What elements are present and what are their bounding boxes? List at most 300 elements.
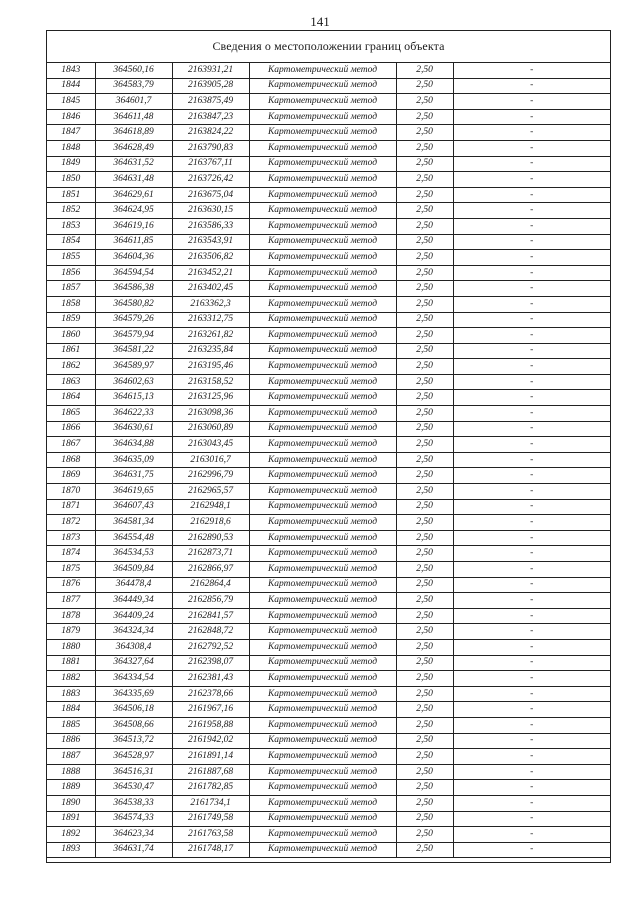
coord-y-cell: 2163312,75 xyxy=(172,312,249,328)
coord-y-cell: 2162864,4 xyxy=(172,577,249,593)
accuracy-cell: 2,50 xyxy=(396,686,453,702)
point-number-cell: 1859 xyxy=(47,312,95,328)
coord-x-cell: 364630,61 xyxy=(95,421,172,437)
coord-x-cell: 364631,75 xyxy=(95,468,172,484)
accuracy-cell: 2,50 xyxy=(396,281,453,297)
method-cell: Картометрический метод xyxy=(249,484,396,500)
point-number-cell: 1883 xyxy=(47,686,95,702)
coord-x-cell: 364506,18 xyxy=(95,702,172,718)
accuracy-cell: 2,50 xyxy=(396,250,453,266)
note-cell: - xyxy=(453,749,610,765)
point-number-cell: 1845 xyxy=(47,94,95,110)
coord-x-cell: 364513,72 xyxy=(95,733,172,749)
point-number-cell: 1878 xyxy=(47,608,95,624)
note-cell: - xyxy=(453,250,610,266)
note-cell: - xyxy=(453,328,610,344)
accuracy-cell: 2,50 xyxy=(396,577,453,593)
note-cell: - xyxy=(453,468,610,484)
method-cell: Картометрический метод xyxy=(249,780,396,796)
method-cell: Картометрический метод xyxy=(249,218,396,234)
method-cell: Картометрический метод xyxy=(249,187,396,203)
coord-x-cell: 364623,34 xyxy=(95,827,172,843)
point-number-cell: 1867 xyxy=(47,437,95,453)
accuracy-cell: 2,50 xyxy=(396,733,453,749)
note-cell: - xyxy=(453,593,610,609)
coord-y-cell: 2163847,23 xyxy=(172,109,249,125)
point-number-cell: 1881 xyxy=(47,655,95,671)
method-cell: Картометрический метод xyxy=(249,421,396,437)
coord-y-cell: 2162841,57 xyxy=(172,608,249,624)
coord-y-cell: 2163235,84 xyxy=(172,343,249,359)
point-number-cell: 1847 xyxy=(47,125,95,141)
boundary-table-sheet xyxy=(46,30,611,863)
coord-x-cell: 364631,74 xyxy=(95,842,172,858)
coord-y-cell: 2163767,11 xyxy=(172,156,249,172)
coord-y-cell: 2162866,97 xyxy=(172,562,249,578)
coord-y-cell: 2162918,6 xyxy=(172,515,249,531)
point-number-cell: 1877 xyxy=(47,593,95,609)
coord-y-cell: 2162948,1 xyxy=(172,499,249,515)
method-cell: Картометрический метод xyxy=(249,390,396,406)
accuracy-cell: 2,50 xyxy=(396,593,453,609)
coord-x-cell: 364631,52 xyxy=(95,156,172,172)
table-row xyxy=(47,749,610,765)
accuracy-cell: 2,50 xyxy=(396,764,453,780)
point-number-cell: 1874 xyxy=(47,546,95,562)
coord-x-cell: 364583,79 xyxy=(95,78,172,94)
accuracy-cell: 2,50 xyxy=(396,265,453,281)
note-cell: - xyxy=(453,842,610,858)
coord-x-cell: 364628,49 xyxy=(95,140,172,156)
accuracy-cell: 2,50 xyxy=(396,437,453,453)
note-cell: - xyxy=(453,374,610,390)
method-cell: Картометрический метод xyxy=(249,281,396,297)
table-row xyxy=(47,546,610,562)
table-row xyxy=(47,577,610,593)
accuracy-cell: 2,50 xyxy=(396,780,453,796)
table-row xyxy=(47,717,610,733)
coord-y-cell: 2163060,89 xyxy=(172,421,249,437)
coord-x-cell: 364409,24 xyxy=(95,608,172,624)
coordinates-table-body xyxy=(47,63,610,858)
method-cell: Картометрический метод xyxy=(249,733,396,749)
accuracy-cell: 2,50 xyxy=(396,827,453,843)
coord-x-cell: 364478,4 xyxy=(95,577,172,593)
coord-x-cell: 364534,53 xyxy=(95,546,172,562)
note-cell: - xyxy=(453,795,610,811)
coord-y-cell: 2161891,14 xyxy=(172,749,249,765)
note-cell: - xyxy=(453,218,610,234)
coord-y-cell: 2163790,83 xyxy=(172,140,249,156)
point-number-cell: 1848 xyxy=(47,140,95,156)
note-cell: - xyxy=(453,234,610,250)
coordinates-table xyxy=(47,63,610,858)
point-number-cell: 1860 xyxy=(47,328,95,344)
coord-y-cell: 2162398,07 xyxy=(172,655,249,671)
accuracy-cell: 2,50 xyxy=(396,78,453,94)
note-cell: - xyxy=(453,406,610,422)
coord-y-cell: 2161887,68 xyxy=(172,764,249,780)
coord-y-cell: 2163543,91 xyxy=(172,234,249,250)
coord-x-cell: 364618,89 xyxy=(95,125,172,141)
coord-y-cell: 2162965,57 xyxy=(172,484,249,500)
table-row xyxy=(47,702,610,718)
coord-x-cell: 364508,66 xyxy=(95,717,172,733)
table-row xyxy=(47,655,610,671)
coord-x-cell: 364629,61 xyxy=(95,187,172,203)
point-number-cell: 1853 xyxy=(47,218,95,234)
method-cell: Картометрический метод xyxy=(249,499,396,515)
coord-x-cell: 364560,16 xyxy=(95,63,172,78)
table-row xyxy=(47,686,610,702)
coord-x-cell: 364580,82 xyxy=(95,296,172,312)
accuracy-cell: 2,50 xyxy=(396,343,453,359)
coord-y-cell: 2163261,82 xyxy=(172,328,249,344)
coord-x-cell: 364619,16 xyxy=(95,218,172,234)
coord-y-cell: 2161734,1 xyxy=(172,795,249,811)
section-title: Сведения о местоположении границ объекта xyxy=(47,31,610,63)
point-number-cell: 1855 xyxy=(47,250,95,266)
table-row xyxy=(47,811,610,827)
method-cell: Картометрический метод xyxy=(249,312,396,328)
table-row xyxy=(47,78,610,94)
point-number-cell: 1893 xyxy=(47,842,95,858)
method-cell: Картометрический метод xyxy=(249,234,396,250)
point-number-cell: 1888 xyxy=(47,764,95,780)
table-row xyxy=(47,421,610,437)
coord-x-cell: 364574,33 xyxy=(95,811,172,827)
note-cell: - xyxy=(453,764,610,780)
method-cell: Картометрический метод xyxy=(249,296,396,312)
method-cell: Картометрический метод xyxy=(249,686,396,702)
method-cell: Картометрический метод xyxy=(249,203,396,219)
method-cell: Картометрический метод xyxy=(249,530,396,546)
note-cell: - xyxy=(453,624,610,640)
coord-y-cell: 2161967,16 xyxy=(172,702,249,718)
method-cell: Картометрический метод xyxy=(249,842,396,858)
accuracy-cell: 2,50 xyxy=(396,125,453,141)
note-cell: - xyxy=(453,702,610,718)
note-cell: - xyxy=(453,546,610,562)
coord-y-cell: 2163452,21 xyxy=(172,265,249,281)
accuracy-cell: 2,50 xyxy=(396,842,453,858)
coord-y-cell: 2162792,52 xyxy=(172,639,249,655)
coord-x-cell: 364635,09 xyxy=(95,452,172,468)
note-cell: - xyxy=(453,484,610,500)
method-cell: Картометрический метод xyxy=(249,562,396,578)
table-row xyxy=(47,265,610,281)
note-cell: - xyxy=(453,499,610,515)
coord-x-cell: 364579,94 xyxy=(95,328,172,344)
table-row xyxy=(47,452,610,468)
point-number-cell: 1871 xyxy=(47,499,95,515)
accuracy-cell: 2,50 xyxy=(396,499,453,515)
accuracy-cell: 2,50 xyxy=(396,218,453,234)
table-row xyxy=(47,593,610,609)
note-cell: - xyxy=(453,296,610,312)
table-row xyxy=(47,250,610,266)
coord-x-cell: 364449,34 xyxy=(95,593,172,609)
coord-x-cell: 364335,69 xyxy=(95,686,172,702)
method-cell: Картометрический метод xyxy=(249,764,396,780)
note-cell: - xyxy=(453,421,610,437)
accuracy-cell: 2,50 xyxy=(396,187,453,203)
note-cell: - xyxy=(453,125,610,141)
point-number-cell: 1843 xyxy=(47,63,95,78)
point-number-cell: 1856 xyxy=(47,265,95,281)
point-number-cell: 1887 xyxy=(47,749,95,765)
table-row xyxy=(47,764,610,780)
table-row xyxy=(47,234,610,250)
table-row xyxy=(47,608,610,624)
accuracy-cell: 2,50 xyxy=(396,359,453,375)
accuracy-cell: 2,50 xyxy=(396,296,453,312)
coord-y-cell: 2161942,02 xyxy=(172,733,249,749)
accuracy-cell: 2,50 xyxy=(396,156,453,172)
note-cell: - xyxy=(453,265,610,281)
coord-y-cell: 2163824,22 xyxy=(172,125,249,141)
coord-y-cell: 2161748,17 xyxy=(172,842,249,858)
method-cell: Картометрический метод xyxy=(249,140,396,156)
table-row xyxy=(47,374,610,390)
point-number-cell: 1864 xyxy=(47,390,95,406)
point-number-cell: 1850 xyxy=(47,172,95,188)
table-row xyxy=(47,639,610,655)
coord-x-cell: 364602,63 xyxy=(95,374,172,390)
coord-x-cell: 364604,36 xyxy=(95,250,172,266)
note-cell: - xyxy=(453,156,610,172)
table-row xyxy=(47,281,610,297)
coord-y-cell: 2163905,28 xyxy=(172,78,249,94)
coord-y-cell: 2161958,88 xyxy=(172,717,249,733)
point-number-cell: 1849 xyxy=(47,156,95,172)
note-cell: - xyxy=(453,437,610,453)
table-row xyxy=(47,156,610,172)
point-number-cell: 1863 xyxy=(47,374,95,390)
accuracy-cell: 2,50 xyxy=(396,140,453,156)
method-cell: Картометрический метод xyxy=(249,795,396,811)
table-row xyxy=(47,733,610,749)
note-cell: - xyxy=(453,827,610,843)
accuracy-cell: 2,50 xyxy=(396,421,453,437)
point-number-cell: 1846 xyxy=(47,109,95,125)
method-cell: Картометрический метод xyxy=(249,702,396,718)
method-cell: Картометрический метод xyxy=(249,406,396,422)
accuracy-cell: 2,50 xyxy=(396,406,453,422)
accuracy-cell: 2,50 xyxy=(396,452,453,468)
method-cell: Картометрический метод xyxy=(249,827,396,843)
point-number-cell: 1885 xyxy=(47,717,95,733)
method-cell: Картометрический метод xyxy=(249,593,396,609)
accuracy-cell: 2,50 xyxy=(396,484,453,500)
coord-x-cell: 364334,54 xyxy=(95,671,172,687)
accuracy-cell: 2,50 xyxy=(396,702,453,718)
coord-x-cell: 364594,54 xyxy=(95,265,172,281)
table-row xyxy=(47,499,610,515)
table-row xyxy=(47,780,610,796)
table-row xyxy=(47,484,610,500)
coord-y-cell: 2163931,21 xyxy=(172,63,249,78)
coord-x-cell: 364619,65 xyxy=(95,484,172,500)
accuracy-cell: 2,50 xyxy=(396,94,453,110)
note-cell: - xyxy=(453,78,610,94)
coord-x-cell: 364324,34 xyxy=(95,624,172,640)
coord-x-cell: 364530,47 xyxy=(95,780,172,796)
method-cell: Картометрический метод xyxy=(249,94,396,110)
method-cell: Картометрический метод xyxy=(249,109,396,125)
method-cell: Картометрический метод xyxy=(249,343,396,359)
method-cell: Картометрический метод xyxy=(249,78,396,94)
accuracy-cell: 2,50 xyxy=(396,328,453,344)
point-number-cell: 1876 xyxy=(47,577,95,593)
coord-x-cell: 364611,48 xyxy=(95,109,172,125)
note-cell: - xyxy=(453,562,610,578)
table-row xyxy=(47,296,610,312)
note-cell: - xyxy=(453,94,610,110)
coord-y-cell: 2162378,66 xyxy=(172,686,249,702)
coord-x-cell: 364589,97 xyxy=(95,359,172,375)
coord-y-cell: 2161749,58 xyxy=(172,811,249,827)
point-number-cell: 1866 xyxy=(47,421,95,437)
coord-x-cell: 364615,13 xyxy=(95,390,172,406)
method-cell: Картометрический метод xyxy=(249,624,396,640)
coord-y-cell: 2162848,72 xyxy=(172,624,249,640)
coord-x-cell: 364611,85 xyxy=(95,234,172,250)
accuracy-cell: 2,50 xyxy=(396,639,453,655)
coord-y-cell: 2163016,7 xyxy=(172,452,249,468)
table-row xyxy=(47,827,610,843)
coord-x-cell: 364607,43 xyxy=(95,499,172,515)
point-number-cell: 1870 xyxy=(47,484,95,500)
point-number-cell: 1880 xyxy=(47,639,95,655)
note-cell: - xyxy=(453,811,610,827)
point-number-cell: 1891 xyxy=(47,811,95,827)
note-cell: - xyxy=(453,686,610,702)
coord-y-cell: 2162381,43 xyxy=(172,671,249,687)
point-number-cell: 1854 xyxy=(47,234,95,250)
table-row xyxy=(47,515,610,531)
table-row xyxy=(47,624,610,640)
table-row xyxy=(47,125,610,141)
coord-x-cell: 364327,64 xyxy=(95,655,172,671)
point-number-cell: 1851 xyxy=(47,187,95,203)
accuracy-cell: 2,50 xyxy=(396,390,453,406)
note-cell: - xyxy=(453,639,610,655)
table-row xyxy=(47,390,610,406)
coord-y-cell: 2162873,71 xyxy=(172,546,249,562)
point-number-cell: 1857 xyxy=(47,281,95,297)
method-cell: Картометрический метод xyxy=(249,749,396,765)
point-number-cell: 1861 xyxy=(47,343,95,359)
accuracy-cell: 2,50 xyxy=(396,234,453,250)
point-number-cell: 1873 xyxy=(47,530,95,546)
accuracy-cell: 2,50 xyxy=(396,671,453,687)
method-cell: Картометрический метод xyxy=(249,359,396,375)
point-number-cell: 1879 xyxy=(47,624,95,640)
accuracy-cell: 2,50 xyxy=(396,749,453,765)
point-number-cell: 1882 xyxy=(47,671,95,687)
coord-y-cell: 2163158,52 xyxy=(172,374,249,390)
coord-y-cell: 2161763,58 xyxy=(172,827,249,843)
table-row xyxy=(47,218,610,234)
table-row xyxy=(47,842,610,858)
method-cell: Картометрический метод xyxy=(249,437,396,453)
method-cell: Картометрический метод xyxy=(249,63,396,78)
note-cell: - xyxy=(453,577,610,593)
accuracy-cell: 2,50 xyxy=(396,608,453,624)
note-cell: - xyxy=(453,281,610,297)
note-cell: - xyxy=(453,343,610,359)
page-number: 141 xyxy=(310,14,330,29)
coord-y-cell: 2163098,36 xyxy=(172,406,249,422)
method-cell: Картометрический метод xyxy=(249,671,396,687)
note-cell: - xyxy=(453,312,610,328)
method-cell: Картометрический метод xyxy=(249,172,396,188)
table-row xyxy=(47,63,610,78)
coord-y-cell: 2163362,3 xyxy=(172,296,249,312)
point-number-cell: 1890 xyxy=(47,795,95,811)
point-number-cell: 1886 xyxy=(47,733,95,749)
table-row xyxy=(47,795,610,811)
point-number-cell: 1892 xyxy=(47,827,95,843)
coord-y-cell: 2163726,42 xyxy=(172,172,249,188)
coord-y-cell: 2163125,96 xyxy=(172,390,249,406)
table-row xyxy=(47,109,610,125)
table-row xyxy=(47,671,610,687)
point-number-cell: 1862 xyxy=(47,359,95,375)
note-cell: - xyxy=(453,172,610,188)
method-cell: Картометрический метод xyxy=(249,717,396,733)
table-row xyxy=(47,140,610,156)
note-cell: - xyxy=(453,390,610,406)
method-cell: Картометрический метод xyxy=(249,374,396,390)
point-number-cell: 1884 xyxy=(47,702,95,718)
method-cell: Картометрический метод xyxy=(249,639,396,655)
method-cell: Картометрический метод xyxy=(249,811,396,827)
accuracy-cell: 2,50 xyxy=(396,624,453,640)
accuracy-cell: 2,50 xyxy=(396,374,453,390)
note-cell: - xyxy=(453,452,610,468)
point-number-cell: 1865 xyxy=(47,406,95,422)
note-cell: - xyxy=(453,187,610,203)
method-cell: Картометрический метод xyxy=(249,468,396,484)
accuracy-cell: 2,50 xyxy=(396,312,453,328)
accuracy-cell: 2,50 xyxy=(396,515,453,531)
coord-x-cell: 364516,31 xyxy=(95,764,172,780)
accuracy-cell: 2,50 xyxy=(396,562,453,578)
note-cell: - xyxy=(453,655,610,671)
coord-y-cell: 2163402,45 xyxy=(172,281,249,297)
coord-y-cell: 2163506,82 xyxy=(172,250,249,266)
point-number-cell: 1875 xyxy=(47,562,95,578)
accuracy-cell: 2,50 xyxy=(396,655,453,671)
coord-x-cell: 364601,7 xyxy=(95,94,172,110)
method-cell: Картометрический метод xyxy=(249,156,396,172)
coord-x-cell: 364634,88 xyxy=(95,437,172,453)
note-cell: - xyxy=(453,109,610,125)
coord-x-cell: 364509,84 xyxy=(95,562,172,578)
accuracy-cell: 2,50 xyxy=(396,811,453,827)
method-cell: Картометрический метод xyxy=(249,577,396,593)
method-cell: Картометрический метод xyxy=(249,452,396,468)
note-cell: - xyxy=(453,671,610,687)
table-row xyxy=(47,172,610,188)
note-cell: - xyxy=(453,63,610,78)
coord-x-cell: 364581,34 xyxy=(95,515,172,531)
table-row xyxy=(47,437,610,453)
point-number-cell: 1872 xyxy=(47,515,95,531)
point-number-cell: 1889 xyxy=(47,780,95,796)
